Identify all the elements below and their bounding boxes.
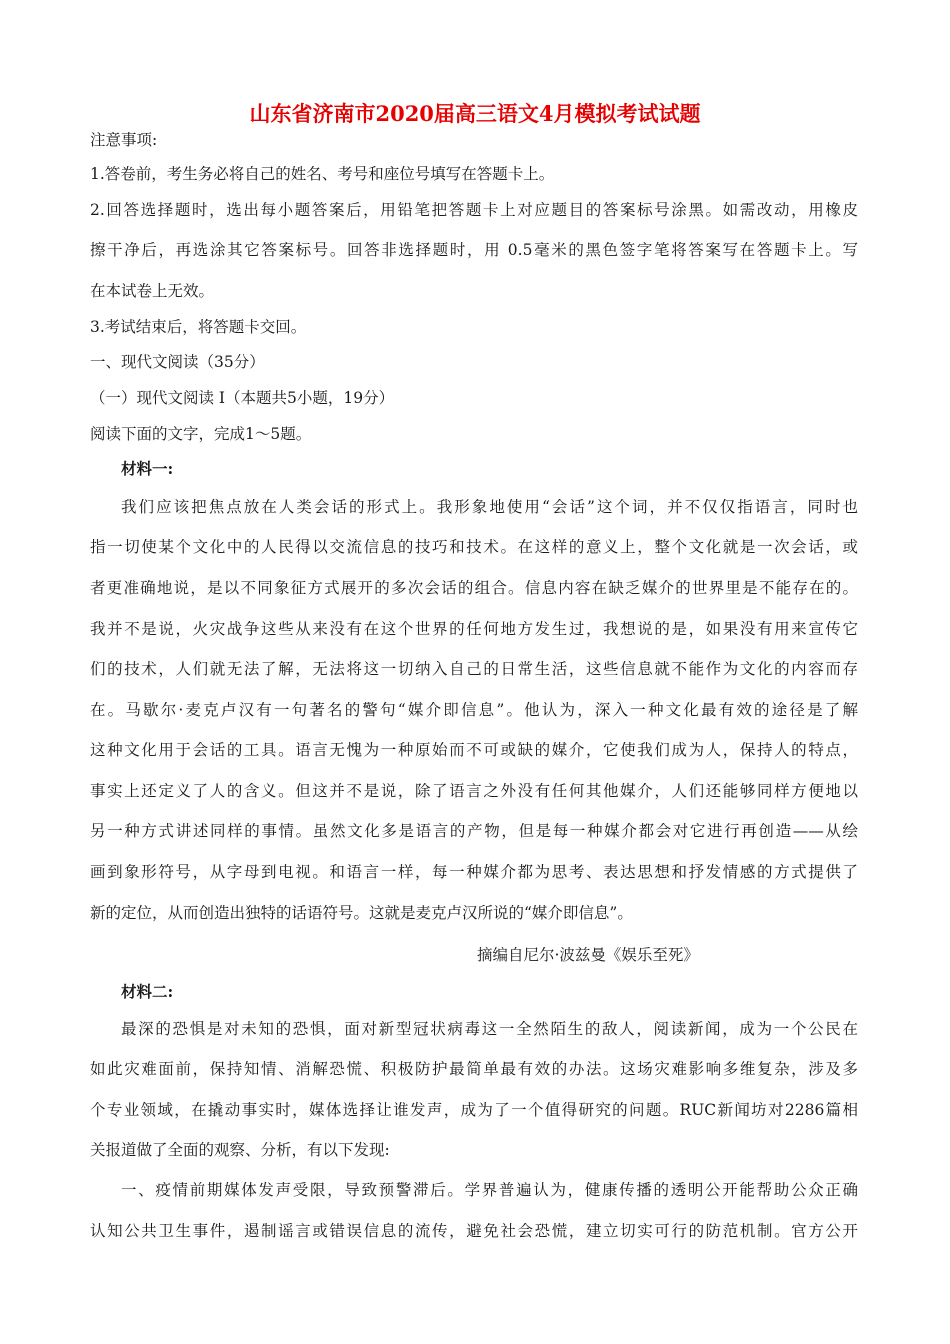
notice-heading: 注意事项:	[90, 131, 158, 149]
material-2-line: 个专业领域，在撬动事实时，媒体选择让谁发声，成为了一个值得研究的问题。RUC新闻坊对2286篇相	[90, 1101, 858, 1119]
section-heading: 一、现代文阅读（35分）	[90, 353, 265, 371]
notice-item-3: 3.考试结束后，将答题卡交回。	[90, 318, 307, 336]
material-1-line: 者更准确地说，是以不同象征方式展开的多次会话的组合。信息内容在缺乏媒介的世界里是不能存在的。	[90, 579, 858, 597]
material-1-attribution: 摘编自尼尔·波兹曼《娱乐至死》	[477, 946, 699, 964]
material-2-line: 如此灾难面前，保持知情、消解恐慌、积极防护最简单最有效的办法。这场灾难影响多维复杂，涉及多	[90, 1060, 858, 1078]
material-2-line: 关报道做了全面的观察、分析，有以下发现:	[90, 1141, 390, 1159]
material-1-line: 指一切使某个文化中的人民得以交流信息的技巧和技术。在这样的意义上，整个文化就是一次会话，或	[90, 538, 858, 556]
material-2-line: 一、疫情前期媒体发声受限，导致预警滞后。学界普遍认为，健康传播的透明公开能帮助公众正确	[121, 1181, 858, 1199]
material-1-label: 材料一:	[121, 459, 174, 478]
material-1-line: 们的技术，人们就无法了解，无法将这一切纳入自己的日常生活，这些信息就不能作为文化的内容而存	[90, 660, 858, 678]
material-1-line: 画到象形符号，从字母到电视。和语言一样，每一种媒介都为思考、表达思想和抒发情感的方式提供了	[90, 863, 858, 881]
notice-item-2-line-3: 在本试卷上无效。	[90, 282, 215, 300]
material-1-line: 这种文化用于会话的工具。语言无愧为一种原始而不可或缺的媒介，它使我们成为人，保持人的特点，	[90, 741, 858, 759]
section-subheading: （一）现代文阅读 I（本题共5小题，19分）	[90, 389, 395, 407]
material-1-line: 我并不是说，火灾战争这些从来没有在这个世界的任何地方发生过，我想说的是，如果没有用来宣传它	[90, 620, 858, 638]
material-1-line: 事实上还定义了人的含义。但这并不是说，除了语言之外没有任何其他媒介，人们还能够同样方便地以	[90, 782, 858, 800]
section-instruction: 阅读下面的文字，完成1～5题。	[90, 425, 312, 443]
material-1-line: 我们应该把焦点放在人类会话的形式上。我形象地使用“会话”这个词，并不仅仅指语言，同时也	[121, 498, 858, 516]
notice-item-2-line-1: 2.回答选择题时，选出每小题答案后，用铅笔把答题卡上对应题目的答案标号涂黑。如需改动，用橡皮	[90, 201, 858, 219]
material-1-line: 在。马歇尔·麦克卢汉有一句著名的警句“媒介即信息”。他认为，深入一种文化最有效的途径是了解	[90, 701, 858, 719]
material-1-line: 另一种方式讲述同样的事情。虽然文化多是语言的产物，但是每一种媒介都会对它进行再创造——从绘	[90, 822, 858, 840]
notice-item-2-line-2: 擦干净后，再选涂其它答案标号。回答非选择题时，用 0.5毫米的黑色签字笔将答案写在答题卡上。写	[90, 241, 858, 259]
material-2-label: 材料二:	[121, 982, 174, 1001]
material-2-line: 最深的恐惧是对未知的恐惧，面对新型冠状病毒这一全然陌生的敌人，阅读新闻，成为一个公民在	[121, 1020, 858, 1038]
page-title: 山东省济南市2020届高三语文4月模拟考试试题	[249, 101, 701, 126]
material-2-line: 认知公共卫生事件，遏制谣言或错误信息的流传，避免社会恐慌，建立切实可行的防范机制。官方公开	[90, 1222, 858, 1240]
material-1-line: 新的定位，从而创造出独特的话语符号。这就是麦克卢汉所说的“媒介即信息”。	[90, 904, 633, 922]
notice-item-1: 1.答卷前，考生务必将自己的姓名、考号和座位号填写在答题卡上。	[90, 165, 555, 183]
